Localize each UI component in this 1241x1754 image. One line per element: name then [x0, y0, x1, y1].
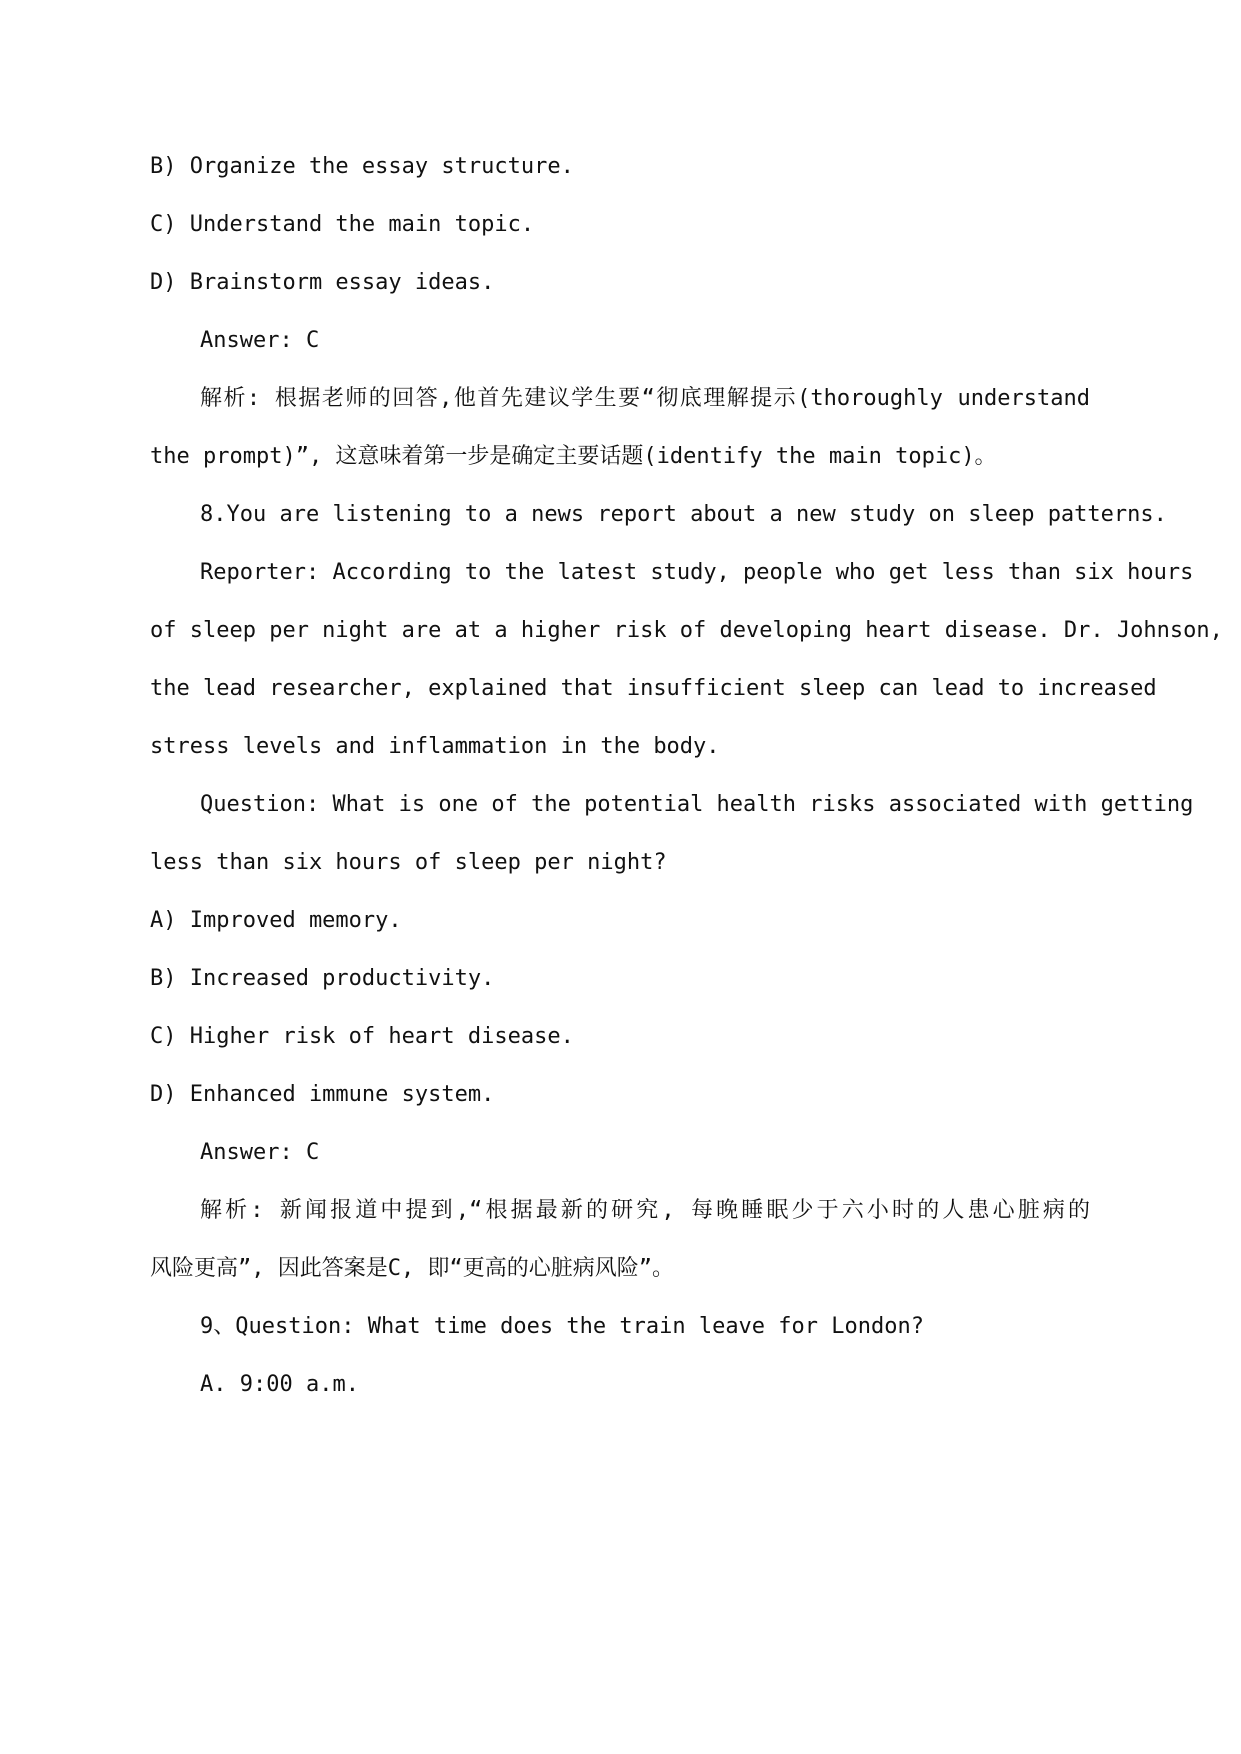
q8-reporter-line-4: stress levels and inflammation in the body.	[150, 734, 720, 759]
q8-reporter-line-3: the lead researcher, explained that insufficient sleep can lead to increased	[150, 676, 1157, 701]
q7-analysis-line-2: the prompt)”, 这意味着第一步是确定主要话题(identify the main topic)。	[150, 444, 997, 469]
q7-option-c: C) Understand the main topic.	[150, 212, 535, 237]
q8-intro: 8.You are listening to a news report about a new study on sleep patterns.	[200, 502, 1167, 527]
q7-analysis-line-1: 解析: 根据老师的回答,他首先建议学生要“彻底理解提示(thoroughly understand	[200, 386, 1090, 411]
q8-question-line-1: Question: What is one of the potential health risks associated with getting	[200, 792, 1194, 817]
q8-option-d: D) Enhanced immune system.	[150, 1082, 495, 1107]
q9-option-a: A. 9:00 a.m.	[200, 1372, 359, 1397]
q8-reporter-line-2: of sleep per night are at a higher risk of developing heart disease. Dr. Johnson,	[150, 618, 1223, 643]
q8-analysis-line-2: 风险更高”, 因此答案是C, 即“更高的心脏病风险”。	[150, 1256, 674, 1281]
q8-option-c: C) Higher risk of heart disease.	[150, 1024, 574, 1049]
q7-answer: Answer: C	[200, 328, 320, 353]
q8-analysis-line-1: 解析: 新闻报道中提到,“根据最新的研究, 每晚睡眠少于六小时的人患心脏病的	[200, 1198, 1090, 1223]
q8-answer: Answer: C	[200, 1140, 320, 1165]
q8-question-line-2: less than six hours of sleep per night?	[150, 850, 667, 875]
q8-option-a: A) Improved memory.	[150, 908, 402, 933]
q7-option-d: D) Brainstorm essay ideas.	[150, 270, 495, 295]
q8-reporter-line-1: Reporter: According to the latest study, people who get less than six hours	[200, 560, 1194, 585]
q7-option-b: B) Organize the essay structure.	[150, 154, 574, 179]
q8-option-b: B) Increased productivity.	[150, 966, 495, 991]
document-page	[150, 0, 1223, 1754]
q9-question: 9、Question: What time does the train leave for London?	[200, 1314, 924, 1339]
